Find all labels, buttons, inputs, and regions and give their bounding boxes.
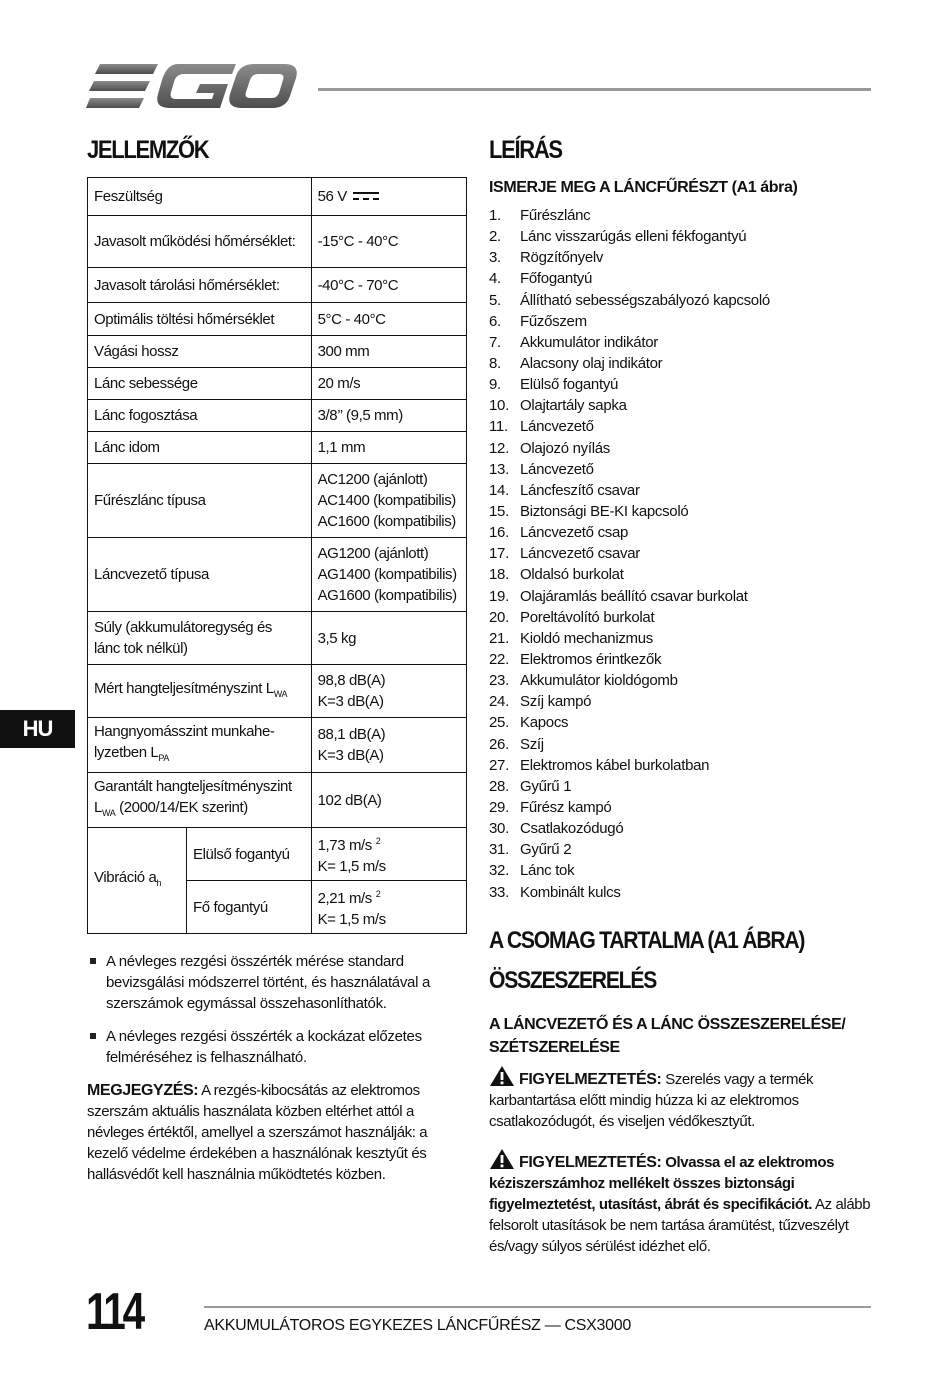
item-text: Fűrészlánc (520, 207, 591, 224)
package-title: A CSOMAG TARTALMA (A1 ÁBRA) (489, 926, 805, 954)
item-number: 14. (489, 481, 509, 499)
specs-title: JELLEMZŐK (87, 136, 209, 164)
vibration-front-label: Elülső fogantyú (187, 828, 312, 881)
item-text: Olajozó nyílás (520, 439, 611, 457)
list-item (489, 374, 871, 395)
item-text: Elektromos kábel burkolatban (520, 756, 710, 774)
list-item (489, 247, 871, 268)
list-item (489, 607, 871, 628)
list-item (489, 205, 871, 226)
spec-value: 20 m/s (311, 368, 466, 400)
right-column (489, 136, 871, 1257)
spec-value: AC1200 (ajánlott) AC1400 (kompatibilis) AC1600 (kompatibilis) (311, 464, 466, 538)
spec-value: 1,1 mm (311, 432, 466, 464)
warning-1: FIGYELMEZTETÉS: Szerelés vagy a termék karbantartása előtt mindig húzza ki az elektromos csatlakozódugót, és viseljen védőkesztyűt. (489, 1065, 871, 1132)
spec-label: Vágási hossz (88, 336, 312, 368)
item-number: 12. (489, 439, 509, 457)
item-number: 24. (489, 693, 509, 711)
bullet-list (87, 951, 467, 1068)
list-item (489, 860, 871, 881)
item-number: 26. (489, 735, 509, 753)
list-item (489, 395, 871, 416)
item-number: 17. (489, 545, 509, 563)
item-number: 6. (489, 312, 501, 330)
table-row (88, 665, 467, 718)
list-item (489, 755, 871, 776)
spec-label: Javasolt tárolási hőmérséklet: (88, 268, 312, 303)
list-item (489, 649, 871, 670)
specs-table (87, 177, 467, 934)
note-paragraph: MEGJEGYZÉS: A rezgés-kibocsátás az elektromos szerszám aktuális használata közben eltérhet attól a névleges értéktől, amellyel a szerszámot használják: a kezelő védelme érdekében a használónak kesztyűt és hallásvédőt kell használnia működtetés közben. (87, 1082, 428, 1183)
list-item (489, 691, 871, 712)
item-number: 7. (489, 333, 501, 351)
spec-value: 102 dB(A) (311, 773, 466, 828)
list-item (489, 839, 871, 860)
item-text: Biztonsági BE-KI kapcsoló (520, 502, 689, 520)
item-text: Elektromos érintkezők (520, 650, 662, 668)
item-number: 16. (489, 524, 509, 542)
list-item (489, 776, 871, 797)
item-number: 27. (489, 756, 509, 774)
item-number: 8. (489, 354, 501, 372)
item-number: 32. (489, 862, 509, 880)
item-number: 13. (489, 460, 509, 478)
spec-label: Súly (akkumulátoregység és lánc tok nélkül) (88, 612, 312, 665)
spec-label: Garantált hangteljesítményszint $L_{WA}$ (2000/14/EK szerint) (88, 773, 312, 828)
table-row (88, 178, 467, 216)
item-text: Láncvezető csavar (520, 545, 640, 563)
item-number: 5. (489, 291, 501, 309)
item-text: Alacsony olaj indikátor (520, 354, 663, 372)
vibration-main-label: Fő fogantyú (187, 881, 312, 934)
list-item (489, 268, 871, 289)
table-row (88, 828, 467, 881)
spec-label: Optimális töltési hőmérséklet (88, 303, 312, 336)
spec-value: 3/8’’ (9,5 mm) (311, 400, 466, 432)
list-item (489, 438, 871, 459)
table-row (88, 336, 467, 368)
table-row (88, 368, 467, 400)
spec-value: 56 V (311, 178, 466, 216)
item-text: Kombinált kulcs (520, 883, 621, 901)
spec-value: 5°C - 40°C (311, 303, 466, 336)
table-row (88, 303, 467, 336)
item-number: 10. (489, 397, 509, 415)
spec-label: Mért hangteljesítményszint $L_{WA}$ (88, 665, 312, 718)
list-item (489, 226, 871, 247)
list-item (489, 628, 871, 649)
list-item (489, 501, 871, 522)
list-item (489, 734, 871, 755)
item-number: 4. (489, 270, 501, 288)
list-item (489, 353, 871, 374)
item-number: 25. (489, 714, 509, 732)
list-item (489, 332, 871, 353)
spec-label: Fűrészlánc típusa (88, 464, 312, 538)
item-number: 20. (489, 608, 509, 626)
warning-2: FIGYELMEZTETÉS: Olvassa el az elektromos kéziszerszámhoz mellékelt összes biztonsági figyelmeztetést, utasítást, ábrát és specifikációt. Az alább felsorolt utasítások be nem tartása áramütést, tűzveszélyt és/vagy súlyos sérülést idézhet elő. (489, 1148, 871, 1257)
item-number: 22. (489, 650, 509, 668)
spec-value: 3,5 kg (311, 612, 466, 665)
footer-rule (204, 1306, 871, 1308)
spec-label: Lánc fogosztása (88, 400, 312, 432)
item-text: Elülső fogantyú (520, 376, 619, 394)
vibration-front-value: 1,73 m/s $^2$ K= 1,5 m/s (311, 828, 466, 881)
table-row (88, 464, 467, 538)
item-text: Csatlakozódugó (520, 820, 624, 838)
note-label: MEGJEGYZÉS: (87, 1082, 199, 1099)
list-item: A névleges rezgési összérték a kockázat előzetes felméréséhez is felhasználható. (87, 1026, 467, 1068)
table-row (88, 612, 467, 665)
spec-value: AG1200 (ajánlott) AG1400 (kompatibilis) AG1600 (kompatibilis) (311, 538, 466, 612)
item-text: Szíj kampó (520, 693, 592, 711)
assembly-title: ÖSSZESZERELÉS (489, 966, 657, 994)
item-number: 3. (489, 249, 501, 267)
vibration-main-value: 2,21 m/s $^2$ K= 1,5 m/s (311, 881, 466, 934)
header-rule (318, 88, 871, 91)
item-text: Láncfeszítő csavar (520, 481, 640, 499)
description-subtitle: ISMERJE MEG A LÁNCFŰRÉSZT (A1 ábra) (489, 179, 798, 196)
left-column (87, 136, 467, 1185)
list-item (489, 290, 871, 311)
item-text: Rögzítőnyelv (520, 249, 604, 267)
spec-value: 98,8 dB(A) K=3 dB(A) (311, 665, 466, 718)
item-number: 31. (489, 841, 509, 859)
item-text: Olajtartály sapka (520, 397, 627, 415)
list-item (489, 543, 871, 564)
item-text: Oldalsó burkolat (520, 566, 624, 584)
page-number: 114 (86, 1283, 143, 1341)
parts-list (489, 205, 871, 903)
item-number: 30. (489, 820, 509, 838)
item-text: Szíj (520, 735, 544, 753)
item-number: 23. (489, 672, 509, 690)
list-item (489, 712, 871, 733)
item-text: Kapocs (520, 714, 569, 732)
item-text: Fűrész kampó (520, 798, 612, 816)
item-number: 28. (489, 777, 509, 795)
spec-label: Hangnyomásszint munkahe- lyzetben $L_{PA}$ (88, 718, 312, 773)
spec-label: Lánc sebessége (88, 368, 312, 400)
item-number: 15. (489, 502, 509, 520)
item-text: Állítható sebességszabályozó kapcsoló (520, 291, 770, 309)
item-number: 29. (489, 798, 509, 816)
spec-label: Javasolt működési hőmérséklet: (88, 216, 312, 268)
table-row (88, 773, 467, 828)
item-number: 11. (489, 418, 508, 436)
item-text: Láncvezető (520, 460, 594, 478)
table-row (88, 718, 467, 773)
list-item (489, 818, 871, 839)
list-item (489, 797, 871, 818)
list-item (489, 882, 871, 903)
list-item (489, 564, 871, 585)
language-tab: HU (0, 710, 75, 748)
table-row (88, 400, 467, 432)
item-text: Lánc visszarúgás elleni fékfogantyú (520, 228, 747, 246)
list-item (489, 480, 871, 501)
table-row (88, 432, 467, 464)
warning-icon (489, 1148, 515, 1170)
item-text: Fűzőszem (520, 312, 587, 330)
spec-label: Lánc idom (88, 432, 312, 464)
item-number: 9. (489, 376, 501, 394)
table-row (88, 268, 467, 303)
list-item (489, 586, 871, 607)
list-item (489, 522, 871, 543)
warning-icon (489, 1065, 515, 1087)
item-text: Akkumulátor indikátor (520, 333, 658, 351)
list-item (489, 459, 871, 480)
footer-text: AKKUMULÁTOROS EGYKEZES LÁNCFŰRÉSZ — CSX3000 (204, 1317, 631, 1334)
item-text: Gyűrű 2 (520, 841, 572, 859)
spec-label: Láncvezető típusa (88, 538, 312, 612)
spec-value: 300 mm (311, 336, 466, 368)
item-number: 19. (489, 587, 509, 605)
spec-value: 88,1 dB(A) K=3 dB(A) (311, 718, 466, 773)
item-number: 33. (489, 883, 509, 901)
assembly-subtitle: A LÁNCVEZETŐ ÉS A LÁNC ÖSSZESZERELÉSE/ SZÉTSZERELÉSE (489, 1015, 846, 1056)
table-row (88, 216, 467, 268)
spec-value: -15°C - 40°C (311, 216, 466, 268)
dc-symbol-icon (353, 190, 379, 202)
item-number: 21. (489, 629, 509, 647)
item-text: Láncvezető csap (520, 524, 629, 542)
ego-logo (86, 60, 298, 114)
description-title: LEÍRÁS (489, 136, 562, 164)
list-item (489, 416, 871, 437)
list-item (489, 311, 871, 332)
item-text: Akkumulátor kioldógomb (520, 672, 678, 690)
vibration-label: Vibráció $a_h$ (88, 828, 187, 934)
item-text: Kioldó mechanizmus (520, 629, 653, 647)
spec-label: Feszültség (88, 178, 312, 216)
table-row (88, 538, 467, 612)
item-number: 2. (489, 228, 501, 246)
item-text: Olajáramlás beállító csavar burkolat (520, 587, 748, 605)
item-text: Főfogantyú (520, 270, 593, 288)
list-item (489, 670, 871, 691)
item-number: 1. (489, 207, 501, 224)
item-number: 18. (489, 566, 509, 584)
item-text: Poreltávolító burkolat (520, 608, 655, 626)
list-item: A névleges rezgési összérték mérése standard bevizsgálási módszerrel történt, és használatával a szerszámok egymással összehasonlíthatók. (87, 951, 467, 1014)
item-text: Láncvezető (520, 418, 594, 436)
item-text: Lánc tok (520, 862, 575, 880)
spec-value: -40°C - 70°C (311, 268, 466, 303)
item-text: Gyűrű 1 (520, 777, 572, 795)
